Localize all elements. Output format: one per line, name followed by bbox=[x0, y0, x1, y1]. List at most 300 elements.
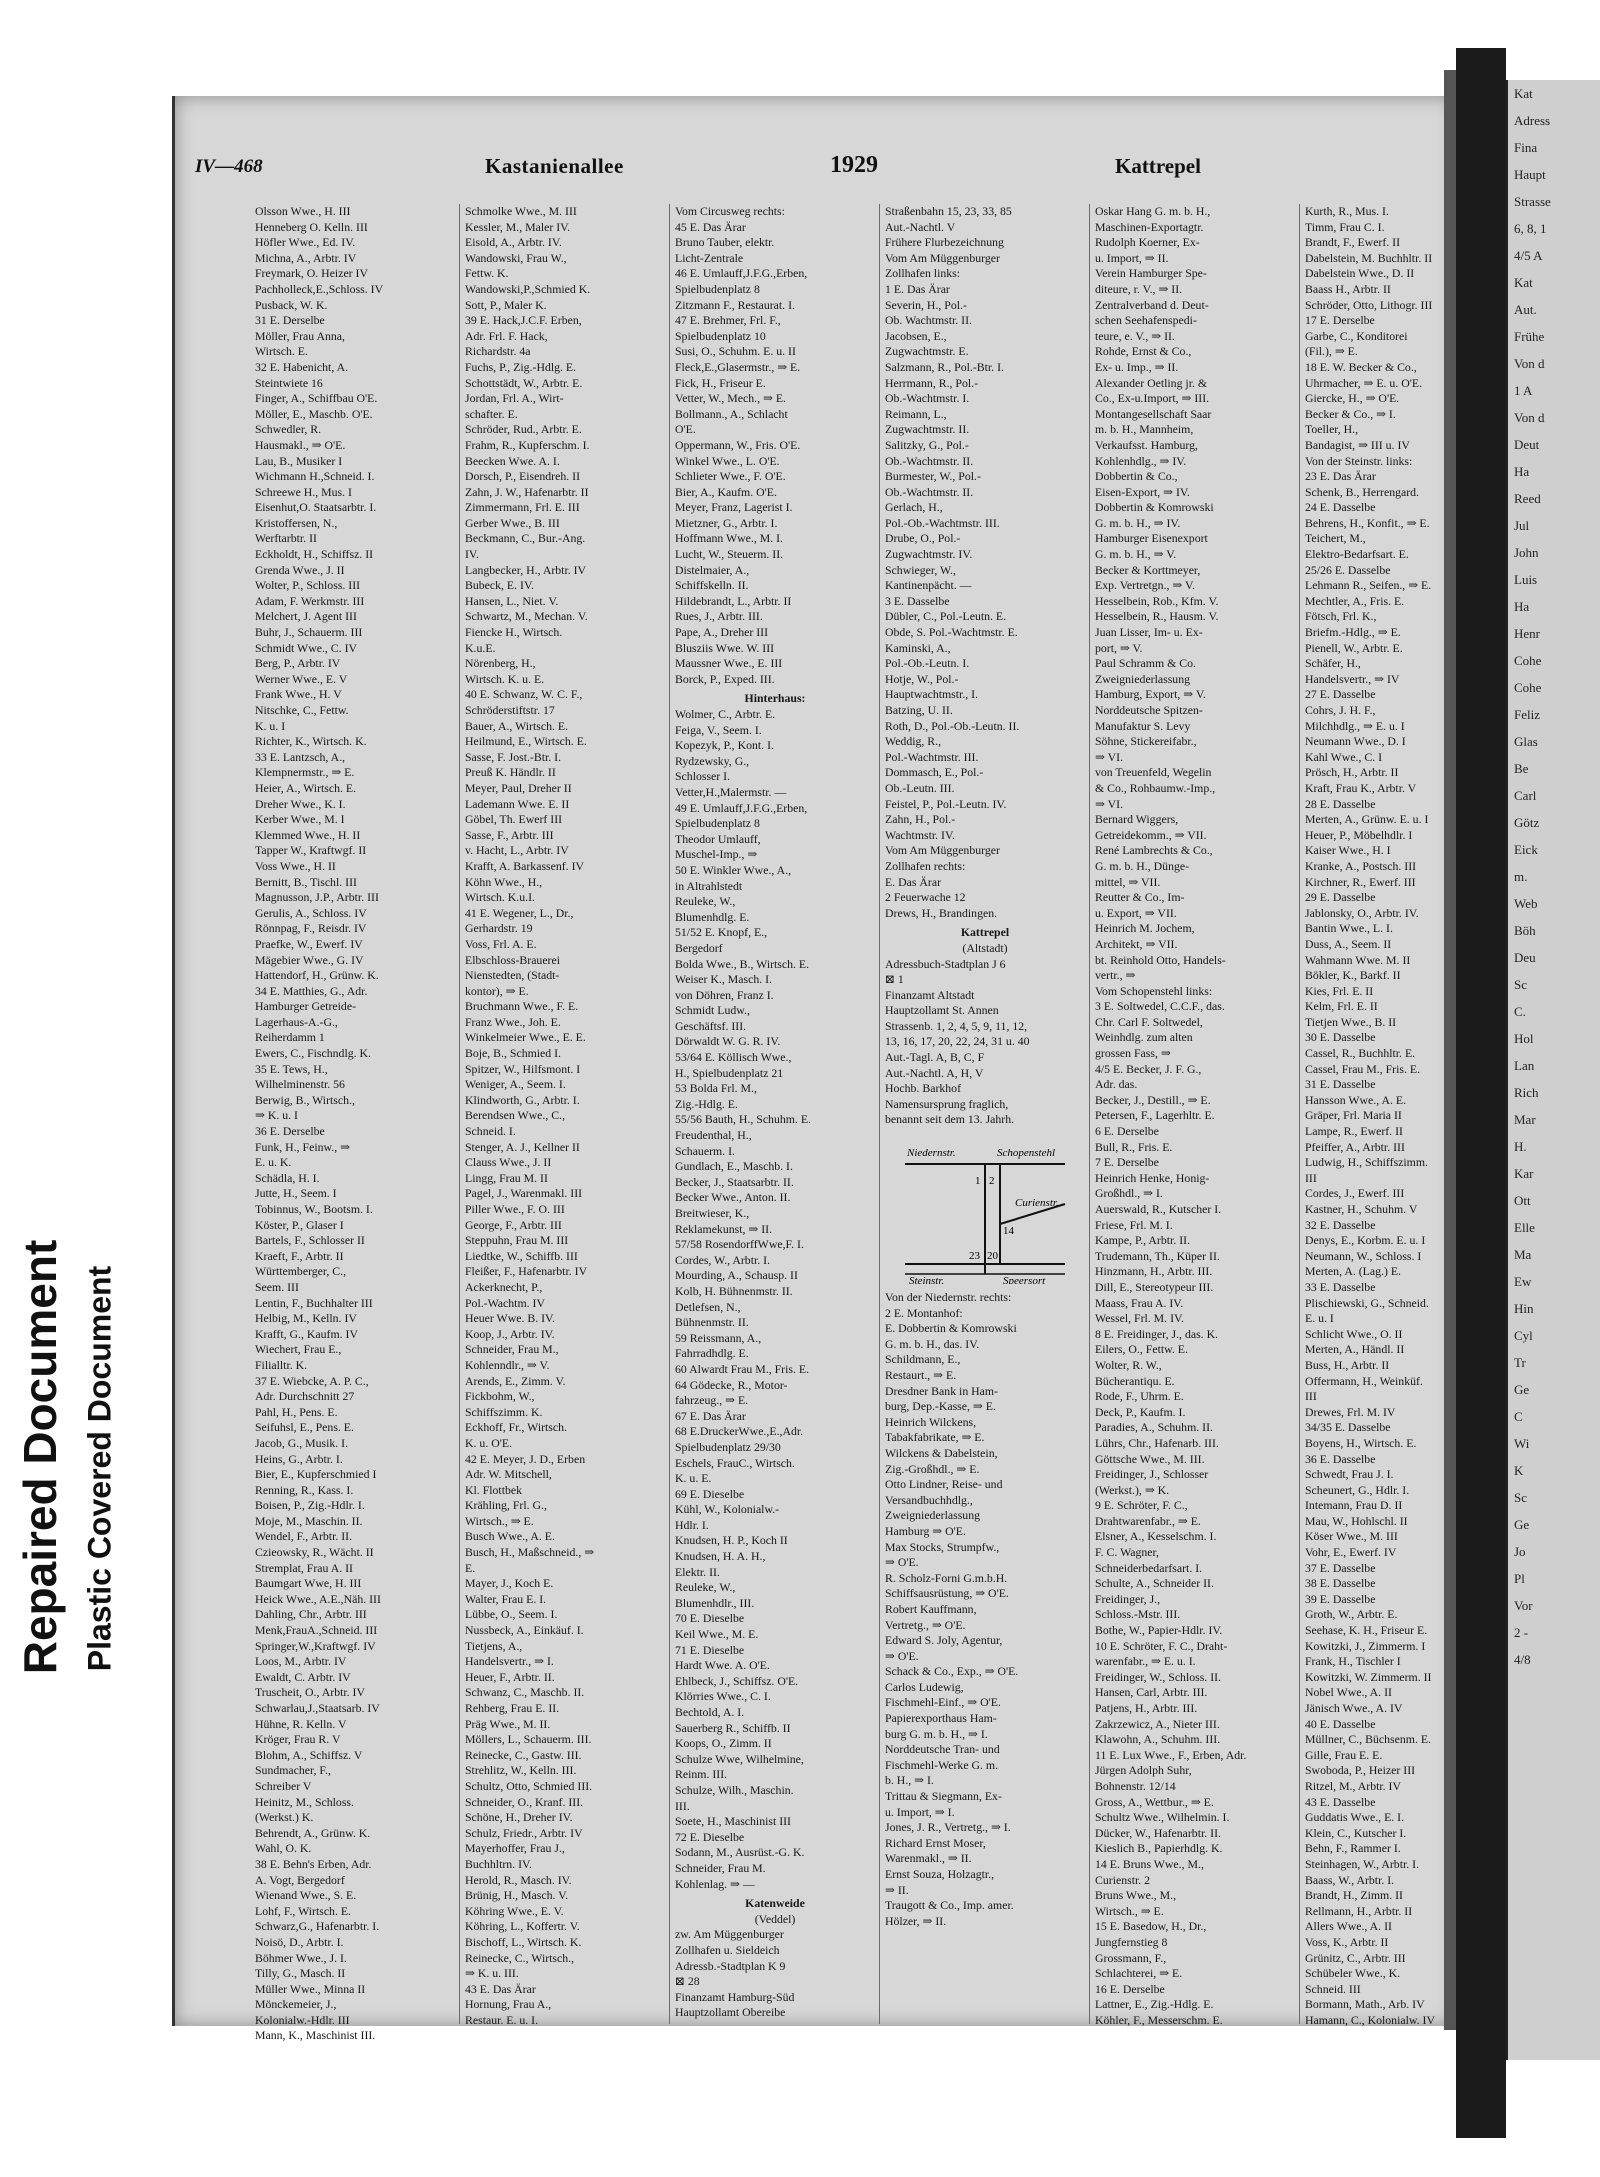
directory-entry: Wendel, F., Arbtr. II. bbox=[255, 1529, 353, 1544]
directory-entry: Heier, A., Wirtsch. E. bbox=[255, 780, 357, 795]
directory-entry: Feistel, P., Pol.-Leutn. IV. bbox=[885, 796, 1007, 811]
directory-entry: bt. Reinhold Otto, Handels- bbox=[1095, 952, 1226, 967]
side-label-repaired: Repaired Document bbox=[14, 1239, 66, 1675]
facing-page-text: Jo bbox=[1514, 1544, 1526, 1559]
directory-entry: Behrens, H., Konfit., ⇒ E. bbox=[1305, 515, 1430, 530]
facing-page-text: Be bbox=[1514, 761, 1529, 776]
directory-entry: Borck, P., Exped. III. bbox=[675, 671, 775, 686]
directory-entry: Bernard Wiggers, bbox=[1095, 812, 1179, 827]
directory-entry: Timm, Frau C. I. bbox=[1305, 219, 1385, 234]
directory-entry: Busch Wwe., A. E. bbox=[465, 1529, 555, 1544]
column-rule bbox=[459, 204, 460, 2024]
directory-entry: Loos, M., Arbtr. IV bbox=[255, 1654, 347, 1669]
directory-entry: George, F., Arbtr. III bbox=[465, 1217, 562, 1232]
directory-entry: Buhr, J., Schauerm. III bbox=[255, 625, 363, 640]
directory-entry: Hattendorf, H., Grünw. K. bbox=[255, 968, 379, 983]
directory-entry: Langbecker, H., Arbtr. IV bbox=[465, 562, 587, 577]
directory-entry: Wachtmstr. IV. bbox=[885, 827, 955, 842]
directory-entry: R. Scholz-Forni G.m.b.H. bbox=[885, 1570, 1008, 1585]
directory-entry: Zig.-Hdlg. E. bbox=[675, 1096, 738, 1111]
directory-entry: 40 E. Dasselbe bbox=[1305, 1716, 1376, 1731]
directory-entry: Ob.-Leutn. III. bbox=[885, 780, 955, 795]
directory-entry: Wahmann Wwe. M. II bbox=[1305, 952, 1411, 967]
directory-entry: Voss, K., Arbtr. II bbox=[1305, 1934, 1389, 1949]
directory-entry: Baass, W., Arbtr. I. bbox=[1305, 1872, 1395, 1887]
directory-entry: Hansson Wwe., A. E. bbox=[1305, 1092, 1407, 1107]
directory-entry: Schmidt Ludw., bbox=[675, 1003, 750, 1018]
directory-entry: Dobbertin & Komrowski bbox=[1095, 500, 1214, 515]
directory-entry: Filialltr. K. bbox=[255, 1357, 308, 1372]
directory-entry: 53/64 E. Köllisch Wwe., bbox=[675, 1050, 792, 1065]
map-label: Niedernstr. bbox=[907, 1147, 956, 1160]
directory-entry: Schulz, Friedr., Arbtr. IV bbox=[465, 1825, 583, 1840]
directory-entry: Boje, B., Schmied I. bbox=[465, 1046, 562, 1061]
facing-page-text: 1 A bbox=[1514, 383, 1533, 398]
facing-page-text: Ma bbox=[1514, 1247, 1532, 1262]
directory-entry: Eschels, FrauC., Wirtsch. bbox=[675, 1455, 795, 1470]
directory-entry: Eisen-Export, ⇒ IV. bbox=[1095, 484, 1190, 499]
directory-entry: Kowitzki, W. Zimmerm. II bbox=[1305, 1669, 1432, 1684]
directory-entry: Heuer Wwe. B. IV. bbox=[465, 1311, 555, 1326]
directory-entry: Uhrmacher, ⇒ E. u. O'E. bbox=[1305, 375, 1423, 390]
directory-entry: Petersen, F., Lagerhltr. E. bbox=[1095, 1108, 1215, 1123]
directory-entry: Adam, F. Werkmstr. III bbox=[255, 593, 365, 608]
directory-entry: Schneid. I. bbox=[465, 1124, 516, 1139]
directory-entry: Boyens, H., Wirtsch. E. bbox=[1305, 1435, 1417, 1450]
street-left-heading: Kastanienallee bbox=[485, 154, 624, 178]
directory-entry: Co., Ex-u.Import, ⇒ III. bbox=[1095, 391, 1210, 406]
directory-entry: Guddatis Wwe., E. I. bbox=[1305, 1810, 1405, 1825]
directory-entry: Kristoffersen, N., bbox=[255, 515, 338, 530]
directory-entry: Schwedler, R. bbox=[255, 422, 322, 437]
directory-entry: Rues, J., Arbtr. III. bbox=[675, 609, 763, 624]
directory-entry: Bischoff, L., Wirtsch. K. bbox=[465, 1934, 582, 1949]
directory-entry: Hardt Wwe. A. O'E. bbox=[675, 1658, 770, 1673]
directory-entry: Bauer, A., Wirtsch. E. bbox=[465, 718, 569, 733]
directory-entry: Getreidekomm., ⇒ VII. bbox=[1095, 827, 1207, 842]
directory-entry: 34/35 E. Dasselbe bbox=[1305, 1420, 1391, 1435]
directory-entry: Cohrs, J. H. F., bbox=[1305, 703, 1376, 717]
directory-entry: 33 E. Dasselbe bbox=[1305, 1279, 1376, 1294]
directory-entry: (Fil.), ⇒ E. bbox=[1305, 344, 1358, 359]
map-number: 14 bbox=[1003, 1225, 1014, 1238]
directory-entry: 39 E. Dasselbe bbox=[1305, 1591, 1376, 1606]
directory-entry: Reutter & Co., Im- bbox=[1095, 890, 1185, 905]
directory-entry: Ob.-Wachtmstr. II. bbox=[885, 453, 974, 468]
directory-entry: 67 E. Das Ärar bbox=[675, 1408, 746, 1423]
directory-entry: Ernst Souza, Holzagtr., bbox=[885, 1867, 995, 1881]
directory-entry: Zahn, J. W., Hafenarbtr. II bbox=[465, 484, 589, 499]
directory-entry: Weniger, A., Seem. I. bbox=[465, 1077, 566, 1092]
directory-entry: Funk, H., Feinw., ⇒ bbox=[255, 1139, 350, 1154]
directory-entry: Werftarbtr. II bbox=[255, 531, 317, 546]
directory-entry: 50 E. Winkler Wwe., A., bbox=[675, 862, 792, 877]
directory-entry: Handelsvertr., ⇒ IV bbox=[1305, 671, 1400, 686]
directory-entry: Von der Steinstr. links: bbox=[1305, 453, 1413, 468]
directory-entry: Reinecke, C., Gastw. III. bbox=[465, 1747, 582, 1762]
directory-entry: Zugwachtmstr. E. bbox=[885, 344, 969, 359]
directory-entry: Werner Wwe., E. V bbox=[255, 671, 348, 686]
directory-entry: 9 E. Schröter, F. C., bbox=[1095, 1498, 1188, 1513]
directory-entry: Bier, E., Kupferschmied I bbox=[255, 1467, 377, 1482]
directory-entry: Brandt, H., Zimm. II bbox=[1305, 1888, 1403, 1903]
directory-entry: Bruns Wwe., M., bbox=[1095, 1888, 1177, 1903]
directory-entry: Eisold, A., Arbtr. IV. bbox=[465, 235, 562, 250]
directory-entry: Freymark, O. Heizer IV bbox=[255, 266, 369, 281]
directory-entry: 6 E. Derselbe bbox=[1095, 1124, 1159, 1139]
directory-entry: Oskar Hang G. m. b. H., bbox=[1095, 204, 1211, 218]
directory-entry: Gerlach, H., bbox=[885, 500, 943, 515]
directory-entry: Schröder, Rud., Arbtr. E. bbox=[465, 422, 582, 437]
facing-page-text: Cohe bbox=[1514, 653, 1542, 668]
directory-entry: 7 E. Derselbe bbox=[1095, 1155, 1159, 1170]
directory-entry: Bergedorf bbox=[675, 940, 723, 955]
directory-entry: Hamburg ⇒ O'E. bbox=[885, 1523, 966, 1538]
directory-entry: ⇒ O'E. bbox=[885, 1555, 919, 1570]
directory-entry: Hoffmann Wwe., M. I. bbox=[675, 531, 784, 546]
directory-entry: Schneider, O., Kranf. III. bbox=[465, 1794, 584, 1809]
directory-entry: ⊠ 1 bbox=[885, 972, 904, 987]
directory-entry: Schwarz,G., Hafenarbtr. I. bbox=[255, 1919, 380, 1934]
directory-entry: Melchert, J. Agent III bbox=[255, 609, 357, 624]
directory-entry: A. Vogt, Bergedorf bbox=[255, 1872, 345, 1887]
directory-entry: Liedtke, W., Schiffb. III bbox=[465, 1248, 578, 1263]
directory-entry: Boisen, P., Zig.-Hdlr. I. bbox=[255, 1498, 365, 1513]
directory-entry: Helbig, M., Kelln. IV bbox=[255, 1311, 357, 1326]
directory-entry: Detlefsen, N., bbox=[675, 1299, 741, 1314]
directory-entry: Vom Circusweg rechts: bbox=[675, 204, 785, 218]
directory-entry: Koop, J., Arbtr. IV. bbox=[465, 1326, 555, 1341]
directory-entry: Kolb, H. Bühnenmstr. II. bbox=[675, 1283, 793, 1298]
directory-entry: Schottstädt, W., Arbtr. E. bbox=[465, 375, 583, 390]
directory-entry: Grenda Wwe., J. II bbox=[255, 562, 345, 577]
directory-entry: Großhdl., ⇒ I. bbox=[1095, 1186, 1163, 1201]
directory-entry: 40 E. Schwanz, W. C. F., bbox=[465, 687, 583, 702]
directory-entry: Seem. III bbox=[255, 1279, 299, 1294]
directory-entry: Reuleke, W., bbox=[675, 1580, 736, 1595]
directory-entry: III bbox=[1305, 1170, 1317, 1185]
directory-entry: 23 E. Das Ärar bbox=[1305, 469, 1376, 484]
facing-page-text: Deu bbox=[1514, 950, 1536, 965]
directory-entry: Intemann, Frau D. II bbox=[1305, 1498, 1403, 1513]
directory-entry: Richard Ernst Moser, bbox=[885, 1835, 986, 1850]
directory-entry: Restaur. E. u. I. bbox=[465, 2012, 539, 2027]
directory-entry: Köhring, L., Koffertr. V. bbox=[465, 1919, 580, 1934]
directory-entry: 36 E. Dasselbe bbox=[1305, 1451, 1376, 1466]
directory-entry: Klempnermstr., ⇒ E. bbox=[255, 765, 355, 780]
directory-entry: Wolter, P., Schloss. III bbox=[255, 578, 361, 593]
directory-entry: Schneider, Frau M., bbox=[465, 1342, 559, 1357]
directory-entry: Gräper, Frl. Maria II bbox=[1305, 1108, 1402, 1123]
facing-page-text: Ha bbox=[1514, 599, 1530, 614]
directory-entry: G. m. b. H., ⇒ V. bbox=[1095, 547, 1177, 562]
directory-entry: Pol.-Wachtmstr. III. bbox=[885, 749, 979, 764]
directory-entry: Truscheit, O., Arbtr. IV bbox=[255, 1685, 365, 1700]
directory-entry: Präg Wwe., M. II. bbox=[465, 1716, 551, 1731]
directory-entry: Hinzmann, H., Arbtr. III. bbox=[1095, 1264, 1213, 1279]
directory-entry: ⇒ K. u. III. bbox=[465, 1966, 519, 1981]
directory-entry: Möller, E., Maschb. O'E. bbox=[255, 406, 373, 421]
directory-entry: Praefke, W., Ewerf. IV bbox=[255, 936, 363, 951]
facing-page-text: Henr bbox=[1514, 626, 1540, 641]
directory-entry: Rudolph Koerner, Ex- bbox=[1095, 235, 1200, 250]
directory-entry: Rönnpag, F., Reisdr. IV bbox=[255, 921, 367, 936]
directory-entry: Pol.-Ob.-Leutn. I. bbox=[885, 656, 970, 671]
directory-entry: Garbe, C., Konditorei bbox=[1305, 328, 1408, 343]
directory-entry: Kühl, W., Kolonialw.- bbox=[675, 1502, 780, 1517]
directory-entry: Lau, B., Musiker I bbox=[255, 453, 343, 468]
directory-entry: 2 Feuerwache 12 bbox=[885, 890, 966, 905]
directory-entry: Jacobsen, E., bbox=[885, 328, 947, 343]
directory-entry: Walter, Frau E. I. bbox=[465, 1591, 547, 1606]
directory-entry: Schenk, B., Herrengard. bbox=[1305, 484, 1420, 499]
directory-entry: Blusziis Wwe. W. III bbox=[675, 640, 775, 655]
directory-entry: Brandt, F., Ewerf. II bbox=[1305, 235, 1401, 250]
directory-entry: Soete, H., Maschinist III bbox=[675, 1814, 791, 1829]
directory-entry: Schwedt, Frau J. I. bbox=[1305, 1467, 1394, 1482]
directory-entry: grossen Fass, ⇒ bbox=[1095, 1046, 1171, 1061]
directory-entry: Krähling, Frl. G., bbox=[465, 1498, 547, 1513]
directory-entry: Elsner, A., Kesselschm. I. bbox=[1095, 1529, 1217, 1544]
directory-entry: Schäfer, H., bbox=[1305, 656, 1361, 671]
directory-entry: von Döhren, Franz I. bbox=[675, 987, 774, 1002]
directory-entry: Buss, H., Arbtr. II bbox=[1305, 1357, 1390, 1372]
directory-entry: Zugwachtmstr. II. bbox=[885, 422, 970, 437]
directory-entry: Spitzer, W., Hilfsmont. I bbox=[465, 1061, 581, 1076]
directory-entry: Nobel Wwe., A. II bbox=[1305, 1685, 1392, 1700]
directory-entry: G. m. b. H., ⇒ IV. bbox=[1095, 515, 1181, 530]
directory-entry: Ob. Wachtmstr. II. bbox=[885, 313, 972, 328]
directory-entry: ⇒ VI. bbox=[1095, 749, 1124, 764]
directory-entry: u. Export, ⇒ VII. bbox=[1095, 905, 1177, 920]
directory-entry: Bormann, Math., Arb. IV bbox=[1305, 1997, 1425, 2012]
directory-entry: Denys, E., Korbm. E. u. I bbox=[1305, 1233, 1426, 1248]
directory-entry: Wandowski, Frau W., bbox=[465, 250, 567, 265]
map-number: 23 bbox=[969, 1250, 980, 1263]
directory-entry: Bartels, F., Schlosser II bbox=[255, 1233, 365, 1248]
directory-entry: Lademann Wwe. E. II bbox=[465, 796, 570, 811]
directory-entry: Schlachterei, ⇒ E. bbox=[1095, 1966, 1183, 1981]
directory-entry: Drahtwarenfabr., ⇒ E. bbox=[1095, 1513, 1201, 1528]
directory-entry: Aut.-Nachtl. V bbox=[885, 219, 956, 234]
directory-entry: Frahm, R., Kupferschm. I. bbox=[465, 437, 590, 452]
facing-page-text: Adress bbox=[1514, 113, 1551, 128]
directory-entry: Prösch, H., Arbtr. II bbox=[1305, 765, 1399, 780]
directory-entry: Schneider, Frau M. bbox=[675, 1860, 766, 1875]
directory-entry: Kieslich B., Papierhdlg. K. bbox=[1095, 1841, 1223, 1856]
side-label bbox=[0, 1000, 170, 2100]
facing-page-text: Haupt bbox=[1514, 167, 1546, 182]
directory-entry: Duss, A., Seem. II bbox=[1305, 936, 1392, 951]
directory-entry: Kaiser Wwe., H. I bbox=[1305, 843, 1391, 858]
directory-entry: Fiencke H., Wirtsch. bbox=[465, 625, 563, 640]
directory-entry: b. H., ⇒ I. bbox=[885, 1773, 934, 1788]
directory-entry: Reinm. III. bbox=[675, 1767, 728, 1782]
map-number: 1 bbox=[975, 1175, 981, 1188]
directory-entry: Hochb. Barkhof bbox=[885, 1081, 962, 1096]
directory-entry: Plischiewski, G., Schneid. bbox=[1305, 1295, 1429, 1310]
directory-entry: G. m. b. H., Dünge- bbox=[1095, 858, 1190, 873]
directory-entry: Pusback, W. K. bbox=[255, 297, 328, 312]
directory-entry: Schwanz, C., Maschb. II. bbox=[465, 1685, 585, 1700]
directory-entry: Kies, Frl. E. II bbox=[1305, 983, 1374, 998]
directory-entry: Neumann Wwe., D. I bbox=[1305, 734, 1406, 749]
directory-entry: Fahrradhdlg. E. bbox=[675, 1346, 749, 1361]
directory-entry: Württemberger, C., bbox=[255, 1264, 347, 1279]
directory-entry: Heinitz, M., Schloss. bbox=[255, 1794, 354, 1809]
directory-entry: Sasse, F., Arbtr. III bbox=[465, 827, 554, 842]
directory-entry: Elektro-Bedarfsart. E. bbox=[1305, 547, 1409, 562]
facing-page-text: Rich bbox=[1514, 1085, 1539, 1100]
directory-entry: Berwig, B., Wirtsch., bbox=[255, 1092, 355, 1107]
directory-entry: Vertretg., ⇒ O'E. bbox=[885, 1617, 966, 1632]
facing-page-text: Web bbox=[1514, 896, 1538, 911]
directory-entry: Kirchner, R., Ewerf. III bbox=[1305, 874, 1416, 889]
facing-page-text: Strasse bbox=[1514, 194, 1551, 209]
directory-entry: Bier, A., Kaufm. O'E. bbox=[675, 484, 777, 499]
directory-entry: E. u. I bbox=[1305, 1311, 1334, 1326]
directory-entry: Kerber Wwe., M. I bbox=[255, 812, 345, 827]
directory-entry: E. Das Ärar bbox=[885, 874, 942, 889]
directory-entry: Schlieter Wwe., F. O'E. bbox=[675, 469, 786, 484]
directory-entry: Steinhagen, W., Arbtr. I. bbox=[1305, 1856, 1420, 1871]
directory-entry: Kastner, H., Schuhm. V bbox=[1305, 1202, 1418, 1216]
directory-entry: G. m. b. H., das. IV. bbox=[885, 1336, 980, 1351]
directory-entry: Salitzky, G., Pol.- bbox=[885, 437, 969, 452]
directory-entry: Maschinen-Exportagtr. bbox=[1095, 219, 1204, 234]
directory-entry: Hildebrandt, L., Arbtr. II bbox=[675, 593, 792, 608]
directory-entry: Voss Wwe., H. II bbox=[255, 858, 336, 873]
column-5 bbox=[1095, 204, 1295, 2028]
directory-entry: 72 E. Dieselbe bbox=[675, 1829, 745, 1844]
directory-entry: Adr. W. Mitschell, bbox=[465, 1467, 552, 1482]
directory-entry: Kolonialw.-Hdlr. III bbox=[255, 2012, 350, 2027]
facing-page-text: 4/5 A bbox=[1514, 248, 1543, 263]
directory-entry: Zollhafen rechts: bbox=[885, 858, 966, 873]
directory-entry: Licht-Zentrale bbox=[675, 250, 744, 265]
directory-entry: Cordes, W., Arbtr. I. bbox=[675, 1252, 771, 1267]
directory-entry: Preuß K. Händlr. II bbox=[465, 765, 556, 780]
directory-entry: Von der Niedernstr. rechts: bbox=[885, 1290, 1012, 1305]
directory-entry: Eckhoff, Fr., Wirtsch. bbox=[465, 1420, 567, 1435]
directory-entry: Kohlenhdlg., ⇒ IV. bbox=[1095, 453, 1187, 468]
directory-entry: Trittau & Siegmann, Ex- bbox=[885, 1789, 1002, 1804]
directory-entry: Lucht, W., Steuerm. II. bbox=[675, 547, 784, 562]
directory-entry: Lingg, Frau M. II bbox=[465, 1170, 548, 1185]
directory-entry: III. bbox=[675, 1798, 690, 1813]
directory-entry: Montangesellschaft Saar bbox=[1095, 406, 1212, 421]
directory-entry: Dübler, C., Pol.-Leutn. E. bbox=[885, 609, 1007, 624]
directory-entry: Reiherdamm 1 bbox=[255, 1030, 325, 1045]
directory-entry: Richter, K., Wirtsch. K. bbox=[255, 734, 367, 749]
directory-entry: 16 E. Derselbe bbox=[1095, 1981, 1165, 1996]
directory-entry: Fischmehl-Einf., ⇒ O'E. bbox=[885, 1695, 1001, 1710]
directory-entry: 60 Alwardt Frau M., Fris. E. bbox=[675, 1361, 810, 1376]
directory-entry: Bühnenmstr. II. bbox=[675, 1315, 749, 1330]
directory-entry: Sott, P., Maler K. bbox=[465, 297, 547, 312]
directory-entry: Briefm.-Hdlg., ⇒ E. bbox=[1305, 625, 1401, 640]
directory-entry: Schröder, Otto, Lithogr. III bbox=[1305, 297, 1433, 312]
directory-entry: IV. bbox=[465, 547, 479, 562]
directory-entry: Hesselbein, Rob., Kfm. V. bbox=[1095, 593, 1219, 608]
directory-entry: Klawohn, A., Schuhm. III. bbox=[1095, 1732, 1221, 1747]
directory-entry: Kraeft, F., Arbtr. II bbox=[255, 1248, 344, 1263]
directory-entry: Nienstedten, (Stadt- bbox=[465, 968, 560, 983]
directory-entry: Pol.-Wachtm. IV bbox=[465, 1295, 545, 1310]
directory-entry: Piller Wwe., F. O. III bbox=[465, 1202, 565, 1216]
facing-page-text: Carl bbox=[1514, 788, 1537, 803]
directory-entry: Auerswald, R., Kutscher I. bbox=[1095, 1202, 1222, 1216]
directory-entry: Versandbuchhdlg., bbox=[885, 1492, 973, 1507]
directory-entry: Heuer, F., Arbtr. II. bbox=[465, 1669, 555, 1684]
directory-entry: Behn, F., Rammer I. bbox=[1305, 1841, 1401, 1856]
directory-entry: Bandagist, ⇒ III u. IV bbox=[1305, 437, 1410, 452]
facing-page-text: Ew bbox=[1514, 1274, 1532, 1289]
directory-entry: ⇒ VI. bbox=[1095, 796, 1124, 811]
directory-entry: Jutte, H., Seem. I bbox=[255, 1186, 337, 1201]
directory-entry: Bernitt, B., Tischl. III bbox=[255, 874, 357, 889]
directory-entry: Noisö, D., Arbtr. I. bbox=[255, 1934, 344, 1949]
directory-entry: Winkelmeier Wwe., E. E. bbox=[465, 1030, 586, 1045]
directory-entry: Aut.-Tagl. A, B, C, F bbox=[885, 1050, 985, 1065]
directory-entry: Hamann, C., Kolonialw. IV bbox=[1305, 2012, 1435, 2027]
directory-entry: Tapper W., Kraftwgf. II bbox=[255, 843, 367, 858]
directory-entry: Lührs, Chr., Hafenarb. III. bbox=[1095, 1435, 1219, 1450]
directory-entry: Vetter, W., Mech., ⇒ E. bbox=[675, 391, 786, 406]
directory-entry: Ob.-Wachtmstr. II. bbox=[885, 484, 974, 499]
directory-entry: Bruno Tauber, elektr. bbox=[675, 235, 775, 250]
directory-entry: Wirtsch. K.u.I. bbox=[465, 890, 535, 905]
directory-entry: Klörries Wwe., C. I. bbox=[675, 1689, 771, 1704]
directory-entry: Schack & Co., Exp., ⇒ O'E. bbox=[885, 1664, 1019, 1679]
directory-entry: Bolda Wwe., B., Wirtsch. E. bbox=[675, 956, 810, 971]
directory-entry: 64 Gödecke, R., Motor- bbox=[675, 1377, 788, 1392]
directory-entry: 37 E. Dasselbe bbox=[1305, 1560, 1376, 1575]
directory-entry: benannt seit dem 13. Jahrh. bbox=[885, 1112, 1015, 1127]
directory-entry: Traugott & Co., Imp. amer. bbox=[885, 1898, 1014, 1913]
directory-entry: 33 E. Lantzsch, A., bbox=[255, 749, 346, 764]
directory-entry: Bollmann., A., Schlacht bbox=[675, 406, 788, 421]
directory-entry: Hornung, Frau A., bbox=[465, 1997, 552, 2012]
directory-entry: Hamburger Getreide- bbox=[255, 999, 356, 1014]
directory-entry: Schultz, Otto, Schmied III. bbox=[465, 1778, 593, 1793]
directory-entry: Schneid. III bbox=[1305, 1981, 1361, 1996]
directory-entry: 31 E. Derselbe bbox=[255, 313, 325, 328]
directory-entry: Ex- u. Imp., ⇒ II. bbox=[1095, 359, 1179, 374]
directory-entry: Gundlach, E., Maschb. I. bbox=[675, 1159, 793, 1174]
directory-entry: Gerhardstr. 19 bbox=[465, 921, 533, 936]
directory-entry: Paul Schramm & Co. bbox=[1095, 656, 1196, 671]
facing-page-text: Frühe bbox=[1514, 329, 1545, 344]
directory-entry: Schwieger, W., bbox=[885, 562, 956, 577]
directory-entry: Schiffskelln. II. bbox=[675, 578, 749, 593]
directory-entry: Fick, H., Friseur E. bbox=[675, 375, 766, 390]
directory-entry: Müllner, C., Büchsenm. E. bbox=[1305, 1732, 1432, 1747]
directory-entry: Schöne, H., Dreher IV. bbox=[465, 1810, 573, 1825]
directory-entry: Schädla, H. I. bbox=[255, 1170, 320, 1185]
directory-entry: Hdlr. I. bbox=[675, 1517, 709, 1532]
directory-entry: Architekt, ⇒ VII. bbox=[1095, 936, 1178, 951]
directory-entry: Neumann, W., Schloss. I bbox=[1305, 1248, 1422, 1263]
directory-entry: m. b. H., Mannheim, bbox=[1095, 422, 1194, 437]
directory-entry: K.u.E. bbox=[465, 640, 496, 655]
directory-entry: 8 E. Freidinger, J., das. K. bbox=[1095, 1326, 1219, 1341]
directory-entry: Deck, P., Kaufm. I. bbox=[1095, 1404, 1186, 1419]
directory-entry: Klemmed Wwe., H. II bbox=[255, 827, 361, 842]
map-number: 2 bbox=[989, 1175, 995, 1188]
directory-entry: Ludwig, H., Schiffszimm. bbox=[1305, 1155, 1428, 1170]
directory-entry: Kohlenndlr., ⇒ V. bbox=[465, 1357, 550, 1372]
